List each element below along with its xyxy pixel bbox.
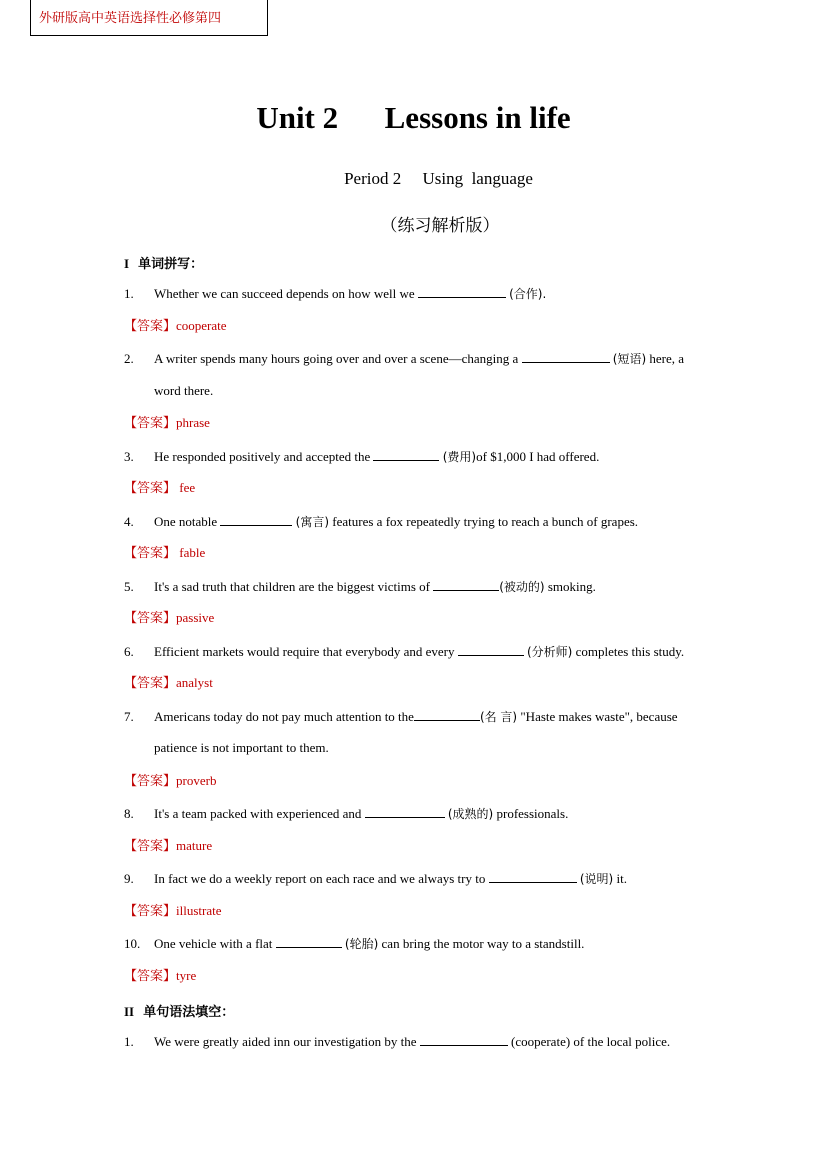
page-title: Unit 2 Lessons in life — [256, 100, 571, 135]
item-text: Whether we can succeed depends on how well we — [154, 286, 418, 301]
answer-text: fable — [176, 545, 206, 560]
answer-line — [124, 675, 213, 692]
exercise-item — [124, 708, 678, 725]
section-roman: I — [124, 256, 130, 271]
exercise-item — [124, 643, 684, 660]
item-text: It's a team packed with experienced and — [154, 806, 365, 821]
item-text-after: here, a — [646, 351, 685, 366]
item-text: One vehicle with a flat — [154, 936, 276, 951]
item-text: One notable — [154, 514, 221, 529]
item-number: 1. — [124, 286, 134, 301]
answer-line — [124, 318, 227, 335]
exercise-item — [124, 448, 599, 465]
answer-tag: 【答案】 — [124, 904, 177, 919]
answer-blank[interactable] — [414, 708, 480, 721]
exercise-item — [124, 805, 568, 822]
item-text-after: "Haste makes waste", because — [517, 709, 678, 724]
item-text: In fact we do a weekly report on each race and we always try to — [154, 871, 489, 886]
item-text-after: can bring the motor way to a standstill. — [378, 936, 585, 951]
item-number: 3. — [124, 449, 134, 464]
answer-blank[interactable] — [418, 285, 506, 298]
answer-line — [124, 480, 195, 497]
answer-blank[interactable] — [276, 935, 342, 948]
header-label: 外研版高中英语选择性必修第四 — [39, 11, 222, 26]
item-text: A writer spends many hours going over and over a scene—changing a — [154, 351, 522, 366]
answer-blank[interactable] — [522, 350, 610, 363]
answer-blank[interactable] — [433, 578, 499, 591]
item-text-after: completes this study. — [572, 644, 685, 659]
exercise-item — [124, 578, 596, 595]
item-text-after: (cooperate) of the local police. — [507, 1034, 671, 1049]
item-text: It's a sad truth that children are the biggest victims of — [154, 579, 434, 594]
section-roman: II — [124, 1004, 135, 1019]
item-number: 1. — [124, 1034, 134, 1049]
item-text-after: professionals. — [493, 806, 569, 821]
section-heading-1 — [124, 253, 203, 272]
item-number: 6. — [124, 644, 134, 659]
edition-label: （练习解析版） — [380, 216, 500, 236]
answer-blank[interactable] — [489, 870, 577, 883]
answer-line — [124, 415, 210, 432]
answer-text: proverb — [176, 773, 217, 788]
answer-tag: 【答案】 — [124, 774, 177, 789]
item-text-after: smoking. — [544, 579, 596, 594]
item-hint: (被动的) — [499, 580, 545, 594]
item-hint: (费用) — [442, 450, 477, 464]
answer-line — [124, 903, 222, 920]
item-continuation: patience is not important to them. — [154, 740, 329, 755]
exercise-item — [124, 1033, 670, 1050]
answer-text: mature — [176, 838, 213, 853]
answer-text: illustrate — [176, 903, 222, 918]
item-text: He responded positively and accepted the — [154, 449, 374, 464]
answer-blank[interactable] — [373, 448, 439, 461]
item-hint: (轮胎) — [344, 937, 379, 951]
answer-blank[interactable] — [458, 643, 524, 656]
item-text-after: it. — [613, 871, 627, 886]
item-hint: (寓言) — [295, 515, 330, 529]
item-text-after: features a fox repeatedly trying to reach a bunch of grapes. — [329, 514, 639, 529]
section-heading-2 — [124, 1001, 234, 1020]
answer-blank[interactable] — [365, 805, 445, 818]
item-number: 4. — [124, 514, 134, 529]
item-hint: (名 言) — [479, 710, 518, 724]
answer-line — [124, 610, 214, 627]
page-subtitle: Period 2 Using language — [344, 169, 533, 188]
answer-tag: 【答案】 — [124, 481, 177, 496]
item-text: Efficient markets would require that everybody and every — [154, 644, 458, 659]
item-hint: (短语) — [612, 352, 647, 366]
answer-line — [124, 838, 212, 855]
answer-blank[interactable] — [220, 513, 292, 526]
answer-tag: 【答案】 — [124, 319, 177, 334]
answer-tag: 【答案】 — [124, 611, 177, 626]
answer-text: analyst — [176, 675, 213, 690]
item-number: 8. — [124, 806, 134, 821]
answer-tag: 【答案】 — [124, 416, 177, 431]
exercise-item — [124, 513, 638, 530]
item-hint: (成熟的) — [447, 807, 494, 821]
answer-text: passive — [176, 610, 215, 625]
exercise-item — [124, 935, 584, 952]
item-number: 2. — [124, 351, 134, 366]
answer-line — [124, 545, 205, 562]
item-text: Americans today do not pay much attention to the — [154, 709, 414, 724]
item-number: 10. — [124, 936, 141, 951]
section-label: 单词拼写： — [138, 257, 204, 272]
answer-text: cooperate — [176, 318, 227, 333]
answer-line — [124, 968, 196, 985]
item-hint: (说明) — [579, 872, 614, 886]
answer-text: fee — [176, 480, 196, 495]
item-continuation: word there. — [154, 383, 214, 398]
answer-tag: 【答案】 — [124, 546, 177, 561]
answer-text: phrase — [176, 415, 210, 430]
item-hint: (分析师) — [526, 645, 573, 659]
answer-text: tyre — [176, 968, 197, 983]
exercise-item — [124, 870, 627, 887]
section-label: 单句语法填空： — [143, 1005, 235, 1020]
exercise-item — [124, 285, 546, 302]
item-text: We were greatly aided inn our investigation by the — [154, 1034, 420, 1049]
item-number: 5. — [124, 579, 134, 594]
item-hint: (合作). — [509, 287, 547, 301]
item-text-after: of $1,000 I had offered. — [476, 449, 600, 464]
item-number: 7. — [124, 709, 134, 724]
answer-blank[interactable] — [420, 1033, 508, 1046]
answer-tag: 【答案】 — [124, 969, 177, 984]
exercise-item — [124, 350, 684, 367]
answer-tag: 【答案】 — [124, 839, 177, 854]
answer-line — [124, 773, 216, 790]
item-number: 9. — [124, 871, 134, 886]
header-box — [30, 0, 268, 36]
answer-tag: 【答案】 — [124, 676, 177, 691]
